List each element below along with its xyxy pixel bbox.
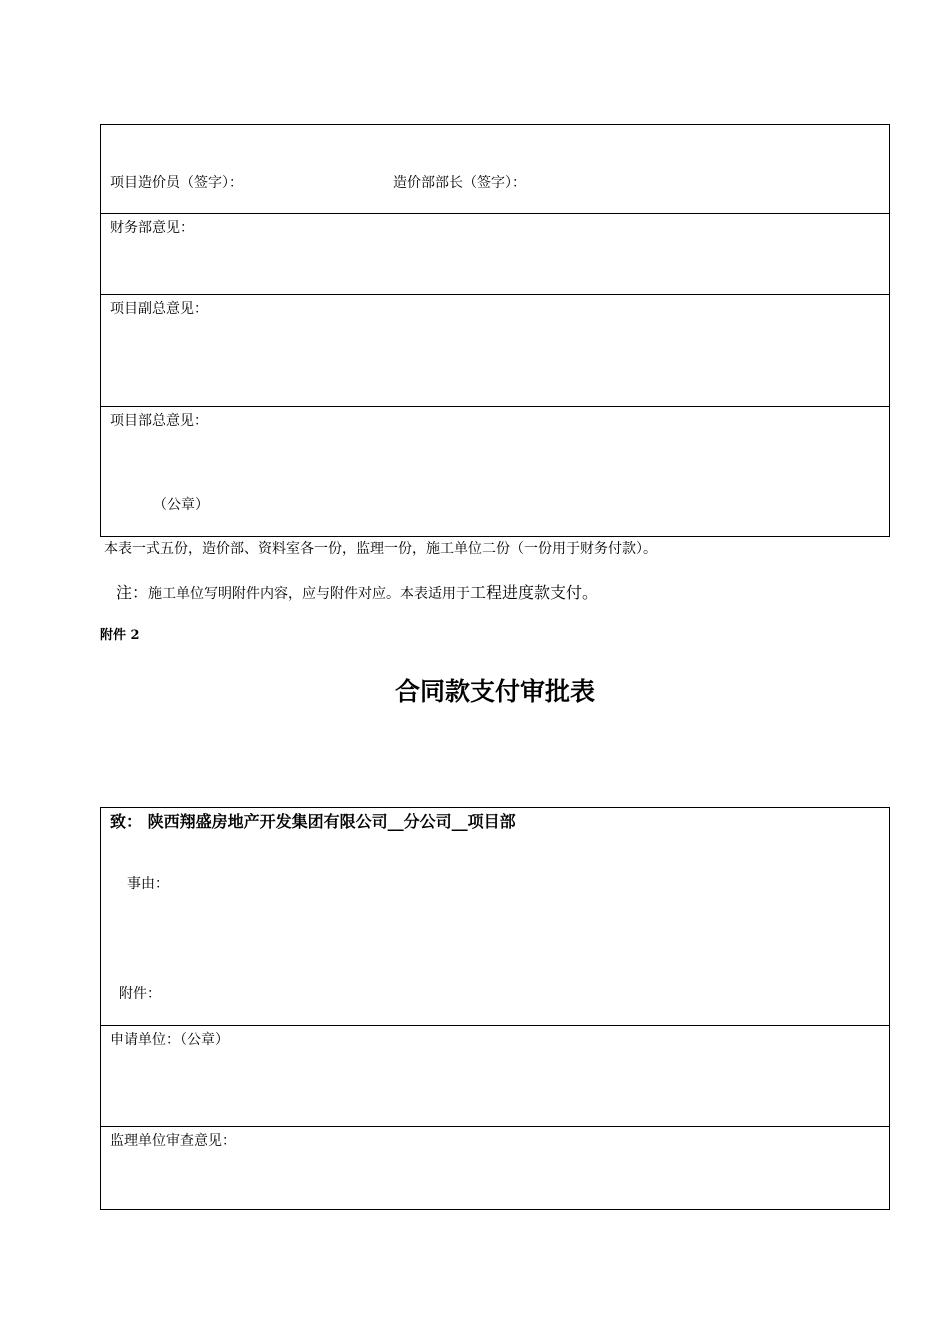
- usage-note-tail: 工程进度款支付。: [470, 583, 599, 602]
- cost-dept-head-signature-label: 造价部部长（签字）：: [393, 175, 526, 191]
- reason-label: 事由：: [127, 876, 169, 892]
- attachment-field-label: 附件：: [119, 986, 161, 1002]
- addressee-line: 致： 陕西翔盛房地产开发集团有限公司__分公司__项目部: [110, 812, 516, 831]
- supervisor-opinion-row: [101, 1127, 889, 1209]
- finance-opinion-row: [101, 214, 889, 295]
- applicant-seal-label: 申请单位：（公章）: [110, 1032, 229, 1048]
- attachment-number-label: 附件 2: [100, 628, 140, 643]
- cost-clerk-signature-label: 项目造价员（签字）：: [110, 175, 243, 191]
- copies-note: 本表一式五份，造价部、资料室各一份，监理一份，施工单位二份（一份用于财务付款）。: [104, 541, 657, 557]
- usage-note-prefix: 注：: [116, 583, 149, 602]
- signature-row: [101, 125, 889, 214]
- project-gm-opinion-label: 项目部总意见：: [110, 413, 208, 429]
- seal-label: （公章）: [153, 497, 209, 513]
- approval-table-top: [100, 124, 890, 537]
- deputy-gm-opinion-label: 项目副总意见：: [110, 301, 208, 317]
- usage-note: [116, 583, 598, 604]
- applicant-row: [101, 1026, 889, 1127]
- approval-table-bottom: [100, 807, 890, 1210]
- finance-opinion-label: 财务部意见：: [110, 220, 194, 236]
- supervisor-opinion-label: 监理单位审查意见：: [110, 1133, 236, 1149]
- form-title: 合同款支付审批表: [394, 677, 595, 706]
- usage-note-main: 施工单位写明附件内容，应与附件对应。本表适用于: [148, 586, 471, 602]
- project-gm-opinion-row: [101, 407, 889, 536]
- deputy-gm-opinion-row: [101, 295, 889, 407]
- addressee-row: [101, 808, 889, 1026]
